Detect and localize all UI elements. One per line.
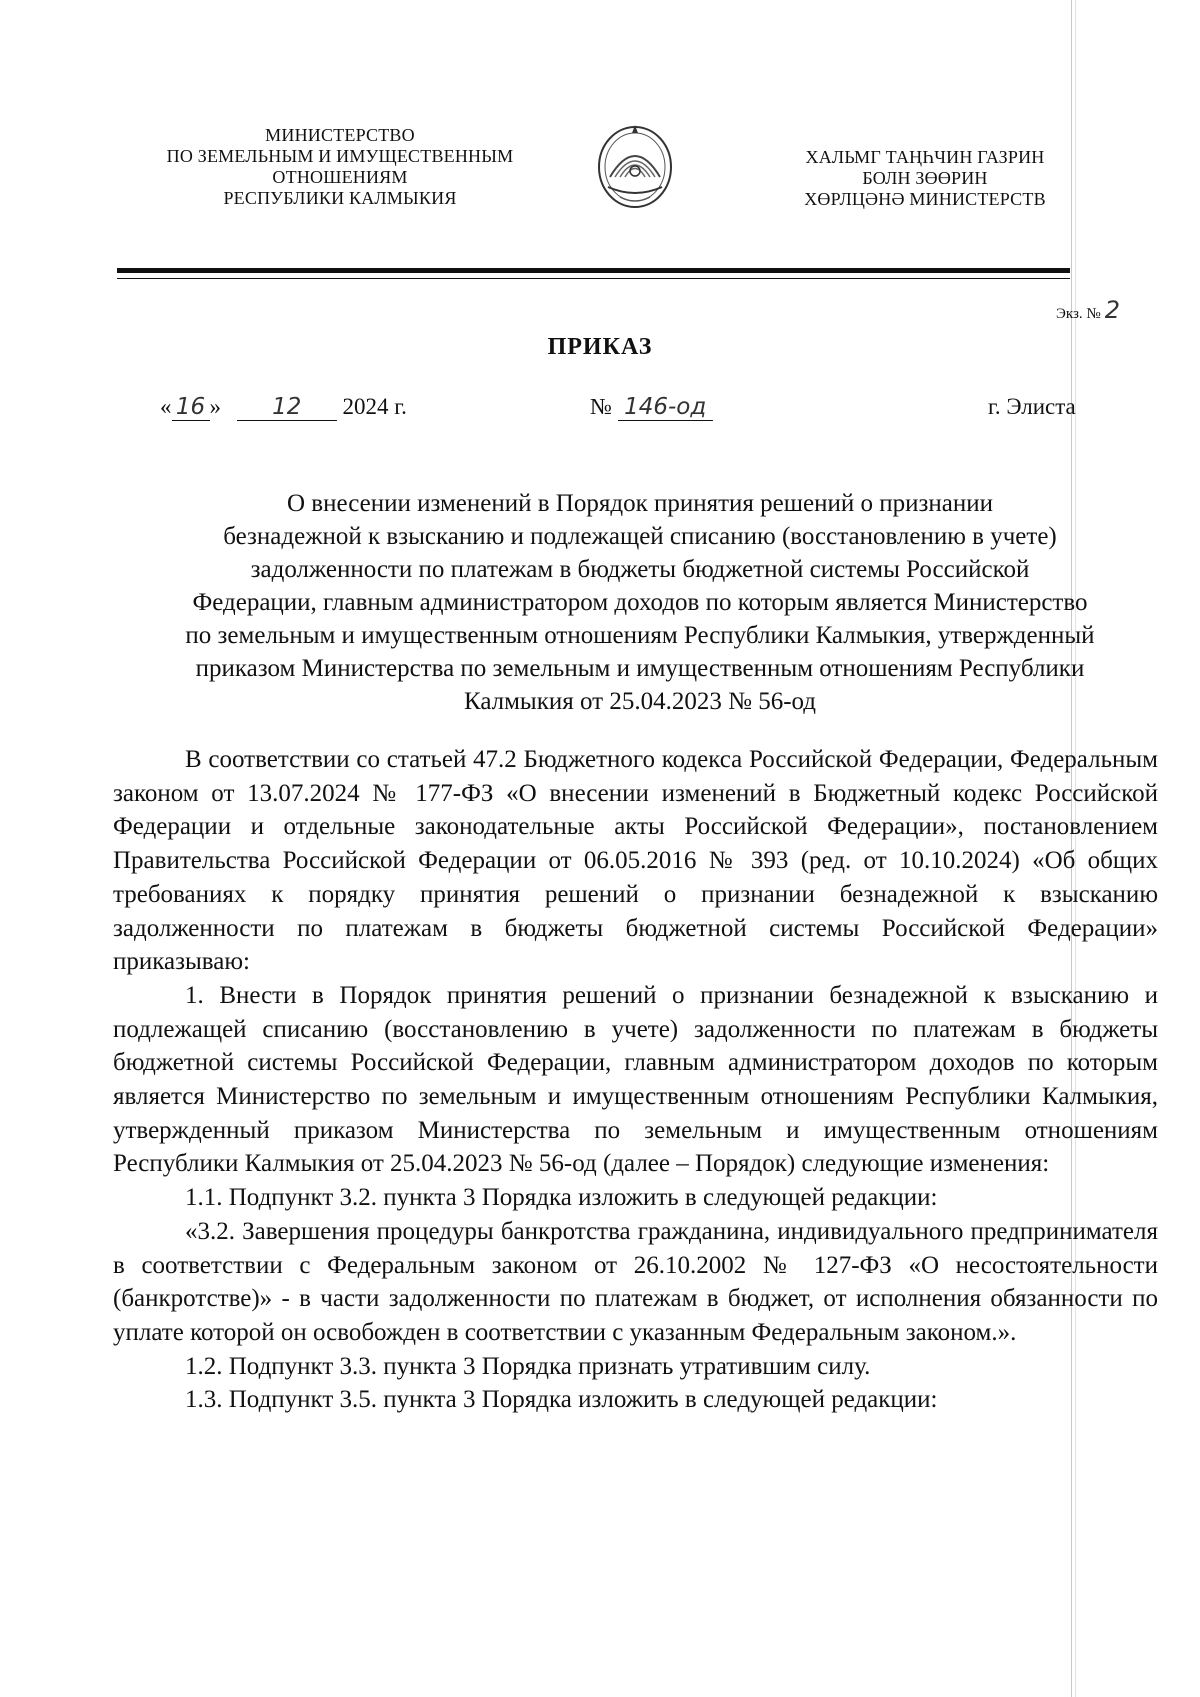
header-line: ХӨРЛЦӘНӘ МИНИСТЕРСТВ (804, 189, 1046, 209)
date-quote: » (209, 394, 221, 419)
date-year: 2024 г. (342, 394, 407, 419)
header-line: ПО ЗЕМЕЛЬНЫМ И ИМУЩЕСТВЕННЫМ (166, 146, 514, 166)
kalmykia-emblem-icon (590, 115, 680, 215)
body-paragraph: В соответствии со статьей 47.2 Бюджетного кодекса Российской Федерации, Федеральным законом от 13.07.2024 № 177-ФЗ «О внесении изменений в Бюджетный кодекс Российской Федерации и отдельные законодательные акты Российской Федерации», постановлением Правительства Российской Федерации от 06.05.2016 № 393 (ред. от 10.10.2024) «Об общих требованиях к порядку принятия решений о признании безнадежной к взысканию задолженности по платежам в бюджеты бюджетной системы Российской Федерации» приказываю: (113, 746, 1158, 976)
order-subject (120, 487, 1160, 718)
order-date (160, 394, 407, 421)
body-paragraph: 1.3. Подпункт 3.5. пункта 3 Порядка изложить в следующей редакции: (185, 1386, 938, 1414)
date-day: 16 (172, 394, 210, 421)
order-number (590, 394, 713, 421)
body-paragraph: 1.1. Подпункт 3.2. пункта 3 Порядка изложить в следующей редакции: (185, 1184, 938, 1212)
header-line: ХАЛЬМГ ТАҢҺЧИН ГАЗРИН (805, 147, 1045, 167)
ministry-name-russian (140, 125, 540, 209)
document-title: ПРИКАЗ (547, 334, 653, 360)
order-city: г. Элиста (988, 394, 1076, 419)
ministry-name-kalmyk (770, 147, 1080, 210)
header-divider (117, 278, 1070, 279)
body-paragraph: 1. Внести в Порядок принятия решений о признании безнадежной к взысканию и подлежащей списанию (восстановлению в учете) задолженности по платежам в бюджеты бюджетной системы Российской Федерации, главным администратором доходов по которым является Министерство по земельным и имущественным отношениям Республики Калмыкия, утвержденный приказом Министерства по земельным и имущественным отношениям Республики Калмыкия от 25.04.2023 № 56-од (далее – Порядок) следующие изменения: (113, 981, 1158, 1178)
date-month: 12 (237, 394, 337, 421)
subject-line: приказом Министерства по земельным и имущественным отношениям Республики (195, 655, 1085, 682)
order-number-value: 146-од (618, 394, 713, 421)
copy-number-label: Экз. № (1056, 306, 1101, 322)
header-line: МИНИСТЕРСТВО (265, 125, 415, 145)
header-divider (117, 268, 1070, 273)
subject-line: задолженности по платежам в бюджеты бюджетной системы Российской (250, 556, 1030, 583)
subject-line: О внесении изменений в Порядок принятия решений о признании (286, 490, 993, 517)
header-line: ОТНОШЕНИЯМ (272, 167, 408, 187)
header-line: БОЛН ЗӨӨРИН (862, 168, 988, 188)
header-line: РЕСПУБЛИКИ КАЛМЫКИЯ (223, 188, 457, 208)
date-quote: « (160, 394, 172, 419)
subject-line: Калмыкия от 25.04.2023 № 56-од (463, 688, 817, 715)
order-body (113, 743, 1158, 1417)
body-paragraph: 1.2. Подпункт 3.3. пункта 3 Порядка признать утратившим силу. (185, 1352, 871, 1380)
subject-line: безнадежной к взысканию и подлежащей списанию (восстановлению в учете) (223, 523, 1057, 550)
copy-number (1056, 296, 1120, 324)
subject-line: Федерации, главным администратором доходов по которым является Министерство (192, 589, 1088, 616)
order-number-label: № (590, 394, 612, 419)
subject-line: по земельным и имущественным отношениям Республики Калмыкия, утвержденный (185, 622, 1095, 649)
body-paragraph: «3.2. Завершения процедуры банкротства гражданина, индивидуального предпринимателя в соответствии с Федеральным законом от 26.10.2002 № 127-ФЗ «О несостоятельности (банкротстве)» - в части задолженности по платежам в бюджет, от исполнения обязанности по уплате которой он освобожден в соответствии с указанным Федеральным законом.». (113, 1217, 1158, 1346)
copy-number-value: 2 (1104, 296, 1121, 324)
